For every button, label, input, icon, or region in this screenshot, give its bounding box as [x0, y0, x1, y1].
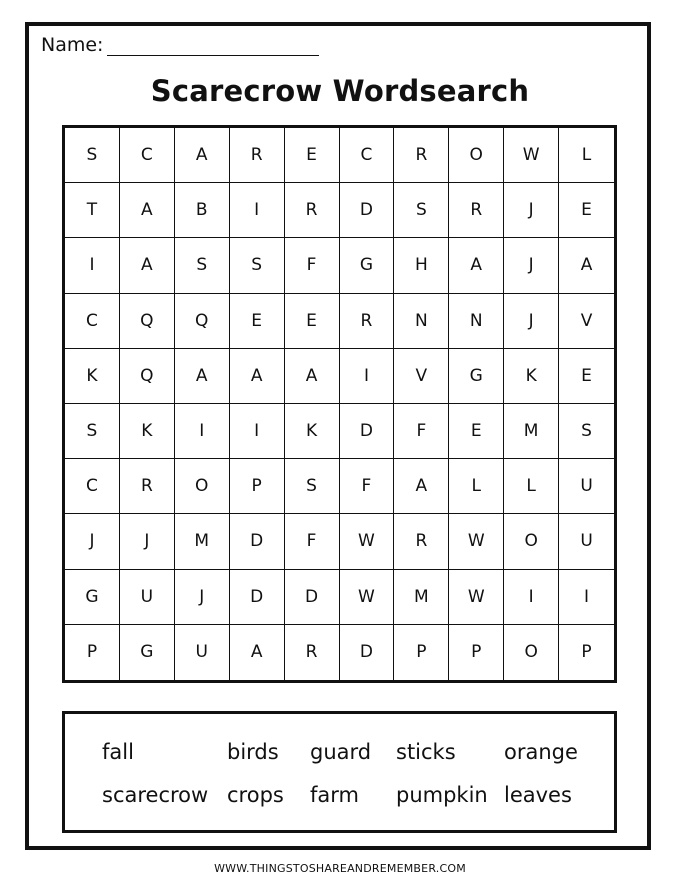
grid-cell[interactable]: I — [230, 404, 285, 459]
grid-cell[interactable]: U — [559, 459, 614, 514]
grid-cell[interactable]: N — [449, 294, 504, 349]
grid-cell[interactable]: O — [175, 459, 230, 514]
grid-cell[interactable]: I — [340, 349, 395, 404]
page-title: Scarecrow Wordsearch — [150, 74, 530, 108]
grid-cell[interactable]: S — [285, 459, 340, 514]
grid-cell[interactable]: W — [340, 514, 395, 569]
grid-cell[interactable]: W — [504, 128, 559, 183]
grid-cell[interactable]: M — [175, 514, 230, 569]
grid-cell[interactable]: W — [340, 570, 395, 625]
grid-cell[interactable]: I — [230, 183, 285, 238]
grid-cell[interactable]: R — [120, 459, 175, 514]
grid-cell[interactable]: I — [65, 238, 120, 293]
word-bank-item: leaves — [504, 783, 572, 807]
footer-url: WWW.THINGSTOSHAREANDREMEMBER.COM — [214, 862, 466, 875]
grid-cell[interactable]: K — [120, 404, 175, 459]
grid-cell[interactable]: G — [449, 349, 504, 404]
grid-cell[interactable]: C — [65, 459, 120, 514]
grid-cell[interactable]: C — [340, 128, 395, 183]
grid-cell[interactable]: Q — [120, 349, 175, 404]
grid-cell[interactable]: M — [394, 570, 449, 625]
grid-cell[interactable]: A — [449, 238, 504, 293]
grid-cell[interactable]: J — [175, 570, 230, 625]
grid-cell[interactable]: S — [230, 238, 285, 293]
grid-cell[interactable]: A — [175, 349, 230, 404]
grid-cell[interactable]: R — [394, 128, 449, 183]
grid-cell[interactable]: U — [120, 570, 175, 625]
grid-cell[interactable]: A — [559, 238, 614, 293]
grid-cell[interactable]: E — [285, 294, 340, 349]
grid-cell[interactable]: O — [504, 625, 559, 680]
grid-cell[interactable]: K — [285, 404, 340, 459]
grid-cell[interactable]: A — [175, 128, 230, 183]
grid-cell[interactable]: O — [504, 514, 559, 569]
word-bank — [62, 711, 617, 833]
grid-cell[interactable]: J — [65, 514, 120, 569]
grid-cell[interactable]: K — [504, 349, 559, 404]
grid-cell[interactable]: A — [230, 625, 285, 680]
grid-cell[interactable]: P — [449, 625, 504, 680]
grid-cell[interactable]: N — [394, 294, 449, 349]
grid-cell[interactable]: D — [340, 625, 395, 680]
grid-cell[interactable]: G — [340, 238, 395, 293]
grid-cell[interactable]: P — [394, 625, 449, 680]
grid-cell[interactable]: T — [65, 183, 120, 238]
grid-cell[interactable]: A — [120, 183, 175, 238]
grid-cell[interactable]: U — [559, 514, 614, 569]
grid-cell[interactable]: P — [230, 459, 285, 514]
grid-cell[interactable]: R — [449, 183, 504, 238]
grid-cell[interactable]: C — [65, 294, 120, 349]
grid-cell[interactable]: O — [449, 128, 504, 183]
grid-cell[interactable]: L — [559, 128, 614, 183]
grid-cell[interactable]: I — [175, 404, 230, 459]
grid-cell[interactable]: V — [394, 349, 449, 404]
grid-cell[interactable]: W — [449, 570, 504, 625]
grid-cell[interactable]: U — [175, 625, 230, 680]
grid-cell[interactable]: J — [504, 183, 559, 238]
grid-cell[interactable]: D — [340, 404, 395, 459]
grid-cell[interactable]: J — [504, 294, 559, 349]
grid-cell[interactable]: D — [340, 183, 395, 238]
grid-cell[interactable]: S — [175, 238, 230, 293]
grid-cell[interactable]: S — [65, 128, 120, 183]
word-bank-item: pumpkin — [396, 783, 488, 807]
grid-cell[interactable]: F — [285, 238, 340, 293]
name-row — [41, 33, 319, 56]
grid-cell[interactable]: E — [230, 294, 285, 349]
grid-cell[interactable]: E — [285, 128, 340, 183]
grid-cell[interactable]: D — [285, 570, 340, 625]
grid-cell[interactable]: W — [449, 514, 504, 569]
grid-cell[interactable]: J — [504, 238, 559, 293]
grid-cell[interactable]: D — [230, 570, 285, 625]
grid-cell[interactable]: F — [340, 459, 395, 514]
grid-cell[interactable]: R — [285, 625, 340, 680]
grid-cell[interactable]: L — [504, 459, 559, 514]
grid-cell[interactable]: L — [449, 459, 504, 514]
grid-cell[interactable]: R — [285, 183, 340, 238]
grid-cell[interactable]: H — [394, 238, 449, 293]
word-bank-item: guard — [310, 740, 372, 764]
word-bank-item: farm — [310, 783, 359, 807]
word-bank-item: orange — [504, 740, 578, 764]
word-bank-item: birds — [227, 740, 279, 764]
grid-cell[interactable]: K — [65, 349, 120, 404]
name-label: Name: — [41, 34, 104, 56]
grid-cell[interactable]: A — [394, 459, 449, 514]
word-bank-item: scarecrow — [102, 783, 209, 807]
word-bank-item: fall — [102, 740, 134, 764]
grid-cell[interactable]: S — [394, 183, 449, 238]
grid-cell[interactable]: C — [120, 128, 175, 183]
word-bank-item: sticks — [396, 740, 456, 764]
grid-cell[interactable]: V — [559, 294, 614, 349]
grid-cell[interactable]: R — [340, 294, 395, 349]
word-bank-item: crops — [227, 783, 284, 807]
grid-cell[interactable]: A — [120, 238, 175, 293]
grid-cell[interactable]: I — [559, 570, 614, 625]
grid-cell[interactable]: E — [559, 183, 614, 238]
grid-cell[interactable]: A — [230, 349, 285, 404]
grid-cell[interactable]: F — [285, 514, 340, 569]
grid-cell[interactable]: R — [230, 128, 285, 183]
grid-cell[interactable]: E — [449, 404, 504, 459]
grid-cell[interactable]: A — [285, 349, 340, 404]
grid-cell[interactable]: Q — [175, 294, 230, 349]
name-line[interactable] — [107, 33, 319, 56]
grid-cell[interactable]: P — [581, 642, 592, 663]
grid-cell[interactable]: E — [559, 349, 614, 404]
grid-cell[interactable]: Q — [120, 294, 175, 349]
grid-cell[interactable]: I — [504, 570, 559, 625]
grid-cell[interactable]: F — [394, 404, 449, 459]
grid-cell[interactable]: G — [65, 570, 120, 625]
grid-cell[interactable]: D — [230, 514, 285, 569]
grid-cell[interactable]: J — [120, 514, 175, 569]
grid-cell[interactable]: G — [120, 625, 175, 680]
grid-cell[interactable]: S — [65, 404, 120, 459]
letter-grid — [62, 125, 617, 683]
grid-cell[interactable]: P — [65, 625, 120, 680]
grid-cell[interactable]: M — [504, 404, 559, 459]
grid-cell[interactable]: R — [394, 514, 449, 569]
grid-cell[interactable]: B — [175, 183, 230, 238]
grid-cell[interactable]: S — [559, 404, 614, 459]
